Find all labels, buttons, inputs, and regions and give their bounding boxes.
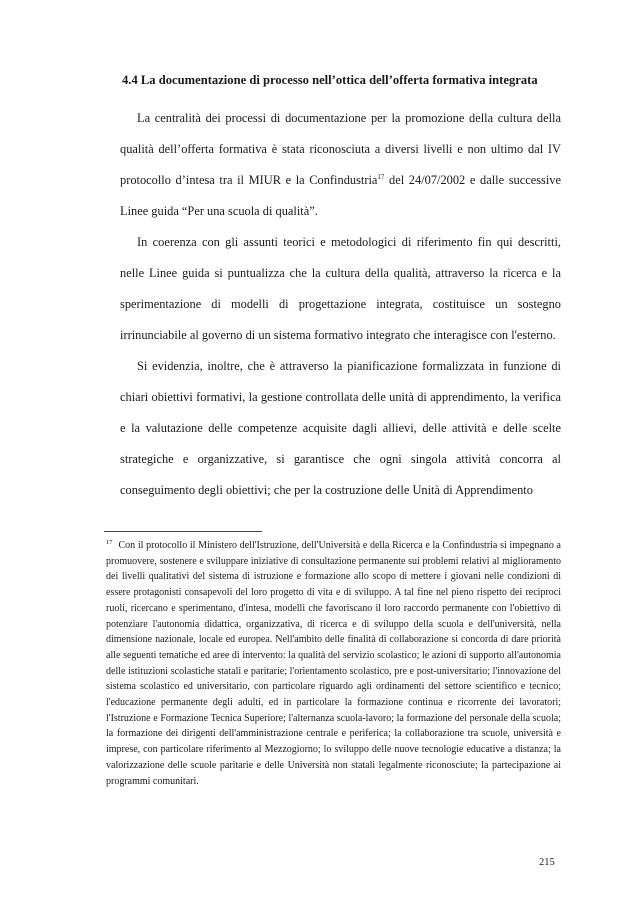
paragraph-1 (120, 103, 561, 227)
paragraph-2: In coerenza con gli assunti teorici e metodologici di riferimento fin qui descritti, nelle Linee guida si puntualizza che la cultura della qualità, attraverso la ricerca e la sperimentazione di modelli di progettazione integrata, costituisce un sostegno irrinunciabile al governo di un sistema formativo integrato che interagisce con l'esterno. (120, 235, 561, 342)
footnote-separator (104, 531, 262, 532)
page-number: 215 (539, 857, 555, 868)
footnote (106, 538, 561, 789)
footnote-number: 17 (106, 539, 113, 546)
paragraph-3: Si evidenzia, inoltre, che è attraverso la pianificazione formalizzata in funzione di chiari obiettivi formativi, la gestione controllata delle unità di apprendimento, la verifica e la valutazione delle competenze acquisite dagli allievi, delle attività e delle scelte strategiche e organizzative, si garantisce che ogni singola attività concorra al conseguimento degli obiettivi; che per la costruzione delle Unità di Apprendimento (120, 359, 561, 497)
paragraph-1-text-before: La centralità dei processi di documentazione per la promozione della cultura della qualità dell’offerta formativa è stata riconosciuta a diversi livelli e non ultimo dal IV protocollo d’intesa tra il MIUR e la Confindustria (120, 111, 561, 187)
paragraph-1-text-after: del 24/07/2002 e dalle successive Linee guida “Per una scuola di qualità”. (120, 173, 562, 218)
footnote-reference[interactable]: 17 (377, 173, 385, 181)
section-heading: 4.4 La documentazione di processo nell’ottica dell’offerta formativa integrata (122, 73, 538, 87)
footnote-text: Con il protocollo il Ministero dell'Istruzione, dell'Università e della Ricerca e la Confindustria si impegnano a promuovere, sostenere e sviluppare iniziative di consultazione permanente sui problemi relativi al miglioramento dei livelli qualitativi del sistema di istruzione e formazione allo scopo di mettere i giovani nelle condizioni di essere protagonisti consapevoli del loro progetto di vita e di sviluppo. A tal fine nel pieno rispetto dei reciproci ruoli, ricercano e sperimentano, d'intesa, modelli che favoriscano il loro raccordo permanente con l'obiettivo di potenziare l'autonomia didattica, organizzativa, di ricerca e di sviluppo della scuola e dell'università, nella dimensione nazionale, locale ed europea. Nell'ambito delle finalità di collaborazione si concorda di dare priorità alle seguenti tematiche ed aree di intervento: la qualità del servizio scolastico; le azioni di supporto all'autonomia delle istituzioni scolastiche statali e paritarie; l'orientamento scolastico, pre e post-universitario; l'innovazione del sistema scolastico ed universitario, con particolare riguardo agli ordinamenti del settore scientifico e tecnico; l'educazione permanente degli adulti, ed in particolare la formazione continua e ricorrente dei lavoratori; l'Istruzione e Formazione Tecnica Superiore; l'alternanza scuola-lavoro; la formazione del personale della scuola; la formazione dei dirigenti dell'amministrazione centrale e periferica; la collaborazione tra scuole, università e imprese, con particolare riferimento al Mezzogiorno; lo sviluppo delle nuove tecnologie educative a distanza; la valorizzazione delle scuole paritarie e delle Università non statali legalmente riconosciute; la partecipazione ai programmi comunitari. (106, 540, 561, 787)
body-text (120, 103, 561, 506)
